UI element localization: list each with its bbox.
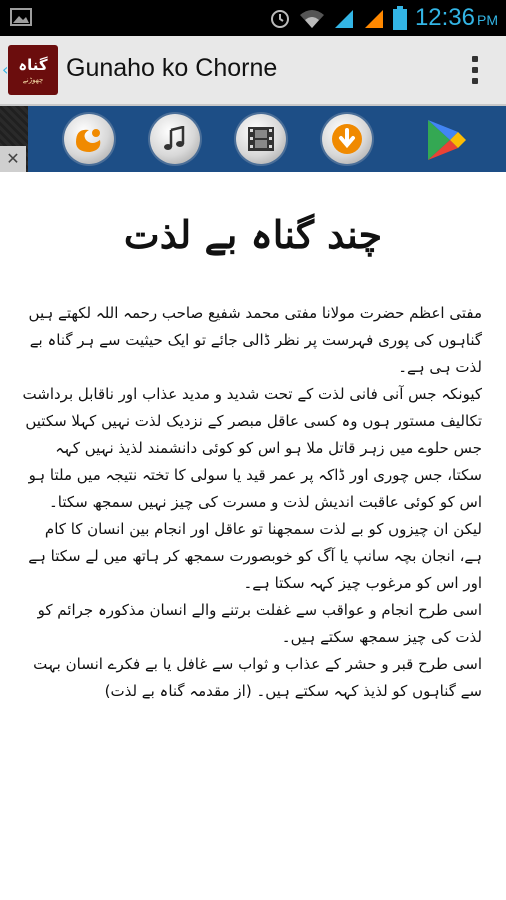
app-icon[interactable] [8, 45, 58, 95]
status-bar [0, 0, 506, 36]
app-title: Gunaho ko Chorne [66, 54, 278, 82]
article-paragraph: لیکن ان چیزوں کو بے لذت سمجھنا تو عاقل اور انجام بین انسان کا کام ہے، انجان بچہ سانپ یا آگ کو خوبصورت سمجھ کر ہاتھ میں لے سکتا ہے اور اس کو مرغوب چیز کہہ سکتا ہے۔ [28, 520, 482, 592]
article-content[interactable] [0, 172, 506, 900]
wifi-icon [299, 7, 325, 29]
overflow-menu-icon[interactable] [472, 56, 478, 84]
article-paragraph: اسی طرح انجام و عواقب سے غفلت برتنے والے انسان مذکورہ جرائم کو لذت کی چیز سمجھ سکتے ہیں۔ [37, 601, 482, 646]
clock: 12:36 PM [414, 4, 498, 31]
ad-banner[interactable] [0, 106, 506, 172]
signal-icon [333, 7, 355, 29]
ad-close-button[interactable]: ✕ [0, 146, 26, 172]
signal-icon-2 [363, 7, 385, 29]
battery-icon [393, 6, 407, 30]
app-icon-subtext: چھوڑنے [22, 76, 44, 84]
article-body [20, 300, 482, 705]
ad-banner-content[interactable] [28, 106, 506, 172]
image-icon [10, 8, 32, 26]
back-chevron-icon[interactable]: ‹ [2, 60, 9, 79]
status-icons [269, 0, 498, 36]
article-paragraph: اسی طرح قبر و حشر کے عذاب و ثواب سے غافل یا بے فکرے انسان بہت سے گناہوں کو لذیذ کہہ سکتے ہیں۔ (از مقدمہ گناہ بے لذت) [33, 655, 482, 700]
play-store-icon[interactable] [426, 118, 468, 162]
video-icon[interactable] [236, 114, 286, 164]
music-icon[interactable] [150, 114, 200, 164]
alarm-icon [269, 7, 291, 29]
action-bar [0, 36, 506, 106]
article-paragraph: مفتی اعظم حضرت مولانا مفتی محمد شفیع صاحب رحمہ اللہ لکھتے ہیں [28, 304, 482, 322]
app-icon-text: گناہ [18, 56, 48, 74]
article-heading: چند گناہ بے لذت [123, 212, 383, 257]
article-paragraph: کیونکہ جس آنی فانی لذت کے تحت شدید و مدید عذاب اور ناقابل برداشت تکالیف مستور ہوں وہ کسی عاقل مبصر کے نزدیک لذت نہیں کہلا سکتیں [22, 385, 482, 430]
article-paragraph: گناہوں کی پوری فہرست پر نظر ڈالی جائے تو ایک حیثیت سے ہر گناہ بے لذت ہی ہے۔ [29, 331, 482, 376]
download-icon[interactable] [322, 114, 372, 164]
article-paragraph: جس حلوے میں زہر قاتل ملا ہو اس کو کوئی دانشمند لذیذ نہیں کہہ سکتا، جس چوری اور ڈاکہ پر عمر قید یا سولی کا تختہ نتیجہ میں ملتا ہو اس کو کوئی عاقبت اندیش لذت و مسرت کی چیز نہیں سمجھ سکتا۔ [28, 439, 482, 511]
uc-browser-icon[interactable] [64, 114, 114, 164]
